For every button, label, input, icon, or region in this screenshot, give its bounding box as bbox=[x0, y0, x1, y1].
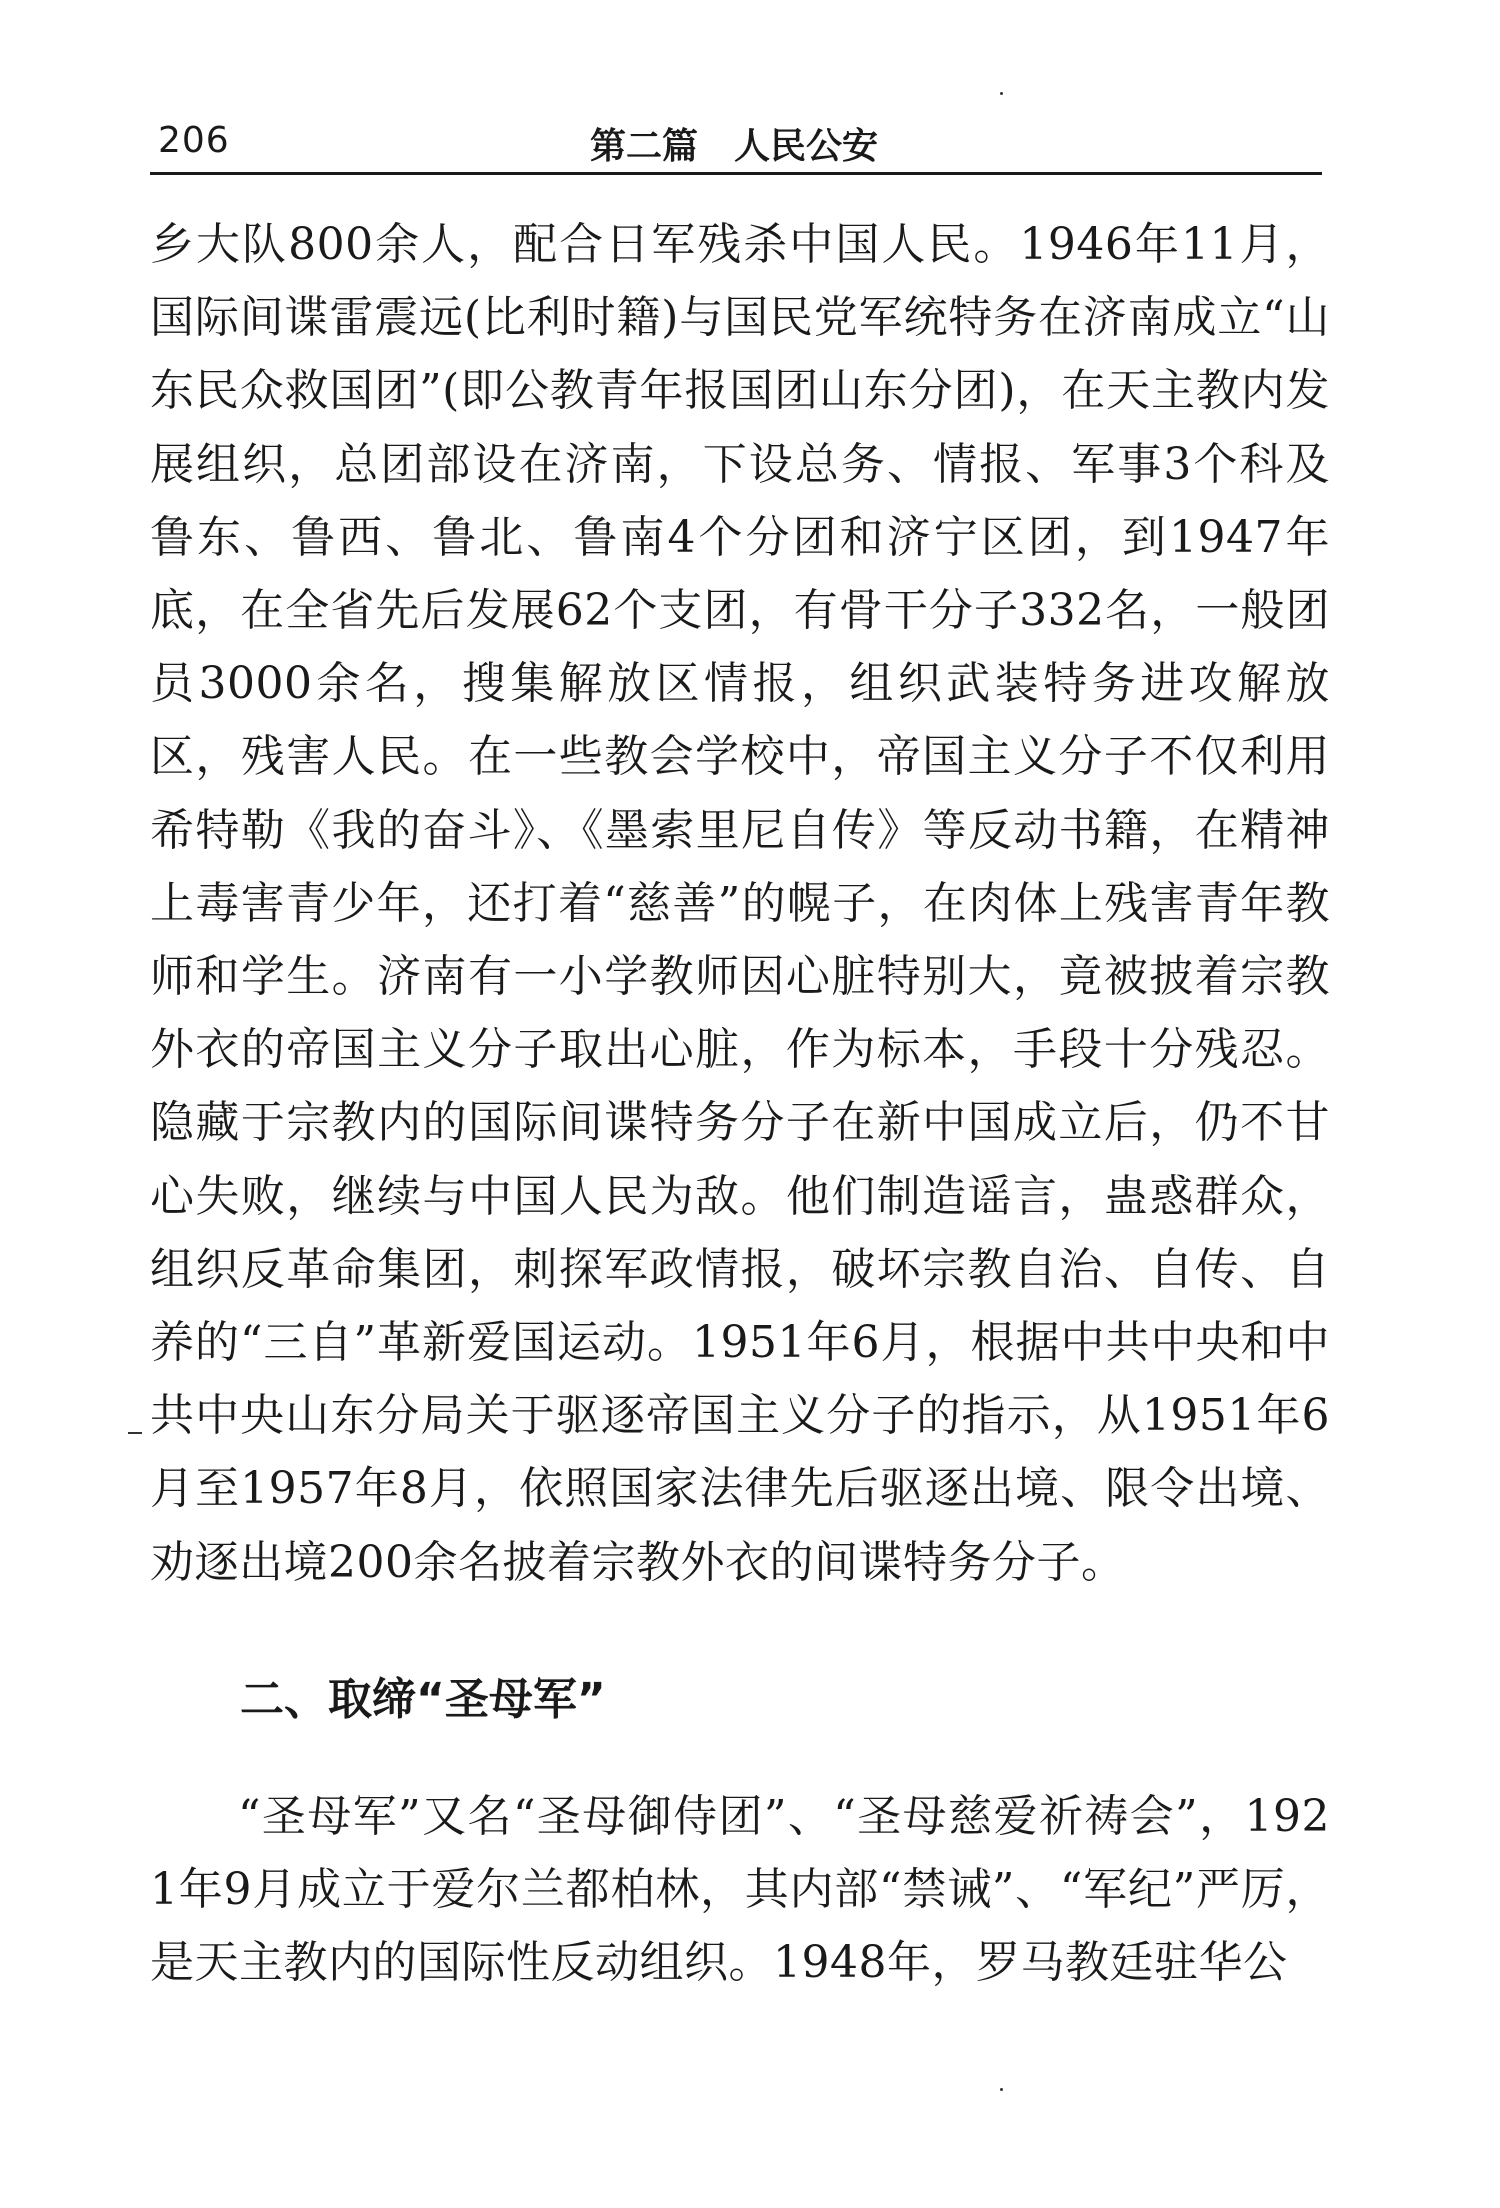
running-title: 第二篇 人民公安 bbox=[590, 126, 879, 167]
paragraph-1: 乡大队800余人，配合日军残杀中国人民。1946年11月，国际间谍雷震远(比利时籍)与国民党军统特务在济南成立“山东民众救国团”(即公教青年报国团山东分团)，在天主教内发展组织，总团部设在济南，下设总务、情报、军事3个科及鲁东、鲁西、鲁北、鲁南4个分团和济宁区团，到1947年底，在全省先后发展62个支团，有骨干分子332名，一般团员3000余名，搜集解放区情报，组织武装特务进攻解放区，残害人民。在一些教会学校中，帝国主义分子不仅利用希特勒《我的奋斗》、《墨索里尼自传》等反动书籍，在精神上毒害青少年，还打着“慈善”的幌子，在肉体上残害青年教师和学生。济南有一小学教师因心脏特别大，竟被披着宗教外衣的帝国主义分子取出心脏，作为标本，手段十分残忍。隐藏于宗教内的国际间谍特务分子在新中国成立后，仍不甘心失败，继续与中国人民为敌。他们制造谣言，蛊惑群众，组织反革命集团，刺探军政情报，破坏宗教自治、自传、自养的“三自”革新爱国运动。1951年6月，根据中共中央和中共中央山东分局关于驱逐帝国主义分子的指示，从1951年6月至1957年8月，依照国家法律先后驱逐出境、限令出境、劝逐出境200余名披着宗教外衣的间谍特务分子。 bbox=[150, 219, 1330, 1588]
scan-speck bbox=[1000, 2088, 1003, 2091]
paragraph-2: “圣母军”又名“圣母御侍团”、“圣母慈爱祈祷会”，1921年9月成立于爱尔兰都柏林，其内部“禁诫”、“军纪”严厉，是天主教内的国际性反动组织。1948年，罗马教廷驻华公 bbox=[150, 1791, 1330, 1989]
section-heading: 二、取缔“圣母军” bbox=[240, 1674, 606, 1725]
body-text-continued bbox=[150, 1780, 1330, 2000]
body-text bbox=[150, 208, 1330, 1599]
page-header bbox=[150, 112, 1322, 172]
page-number: 206 bbox=[158, 120, 230, 161]
header-rule bbox=[150, 172, 1322, 175]
scan-speck bbox=[128, 1432, 142, 1434]
scan-speck bbox=[1000, 92, 1003, 95]
